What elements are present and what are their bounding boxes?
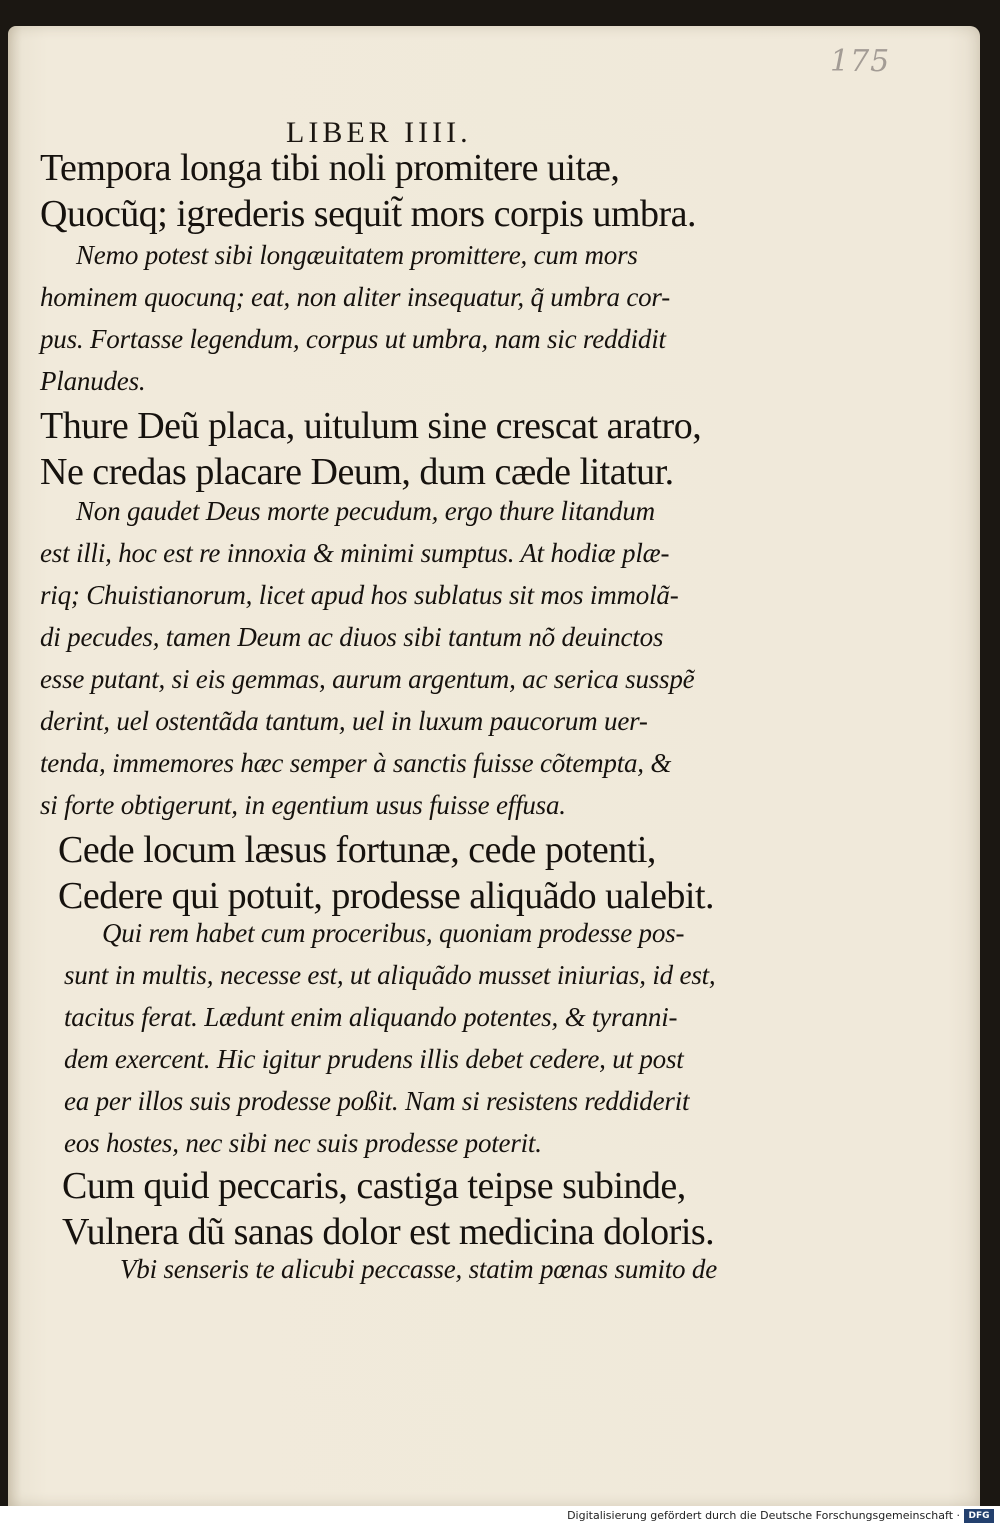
commentary-line: derint, uel ostentãda tantum, uel in luxum paucorum uer- xyxy=(40,706,648,736)
commentary-line: esse putant, si eis gemmas, aurum argentum, ac serica susspẽ xyxy=(40,664,695,694)
commentary-line: pus. Fortasse legendum, corpus ut umbra, nam sic reddidit xyxy=(40,324,666,354)
verse-line: Vulnera dũ sanas dolor est medicina doloris. xyxy=(62,1211,715,1253)
commentary-line: hominem quocunq; eat, non aliter insequatur, q̃ umbra cor- xyxy=(40,282,670,312)
commentary-line: ea per illos suis prodesse poßit. Nam si resistens reddiderit xyxy=(64,1086,690,1116)
commentary-line: eos hostes, nec sibi nec suis prodesse poterit. xyxy=(64,1128,542,1158)
commentary-line: dem exercent. Hic igitur prudens illis debet cedere, ut post xyxy=(64,1044,684,1074)
verse-line: Ne credas placare Deum, dum cæde litatur. xyxy=(40,451,674,493)
commentary-line: Qui rem habet cum proceribus, quoniam prodesse pos- xyxy=(102,918,685,948)
folio-number: 175 xyxy=(830,44,891,79)
commentary-line: Non gaudet Deus morte pecudum, ergo thure litandum xyxy=(76,496,655,526)
commentary-line: riq; Chuistianorum, licet apud hos sublatus sit mos immolã- xyxy=(40,580,679,610)
verse-line: Cum quid peccaris, castiga teipse subinde, xyxy=(62,1165,686,1207)
book-page xyxy=(8,26,980,1506)
dfg-logo: DFG xyxy=(964,1509,994,1523)
commentary-line: di pecudes, tamen Deum ac diuos sibi tantum nõ deuinctos xyxy=(40,622,664,652)
commentary-line: Vbi senseris te alicubi peccasse, statim pœnas sumito de xyxy=(120,1254,717,1284)
commentary-line: tacitus ferat. Lædunt enim aliquando potentes, & tyranni- xyxy=(64,1002,678,1032)
verse-line: Cede locum læsus fortunæ, cede potenti, xyxy=(58,829,656,871)
digitization-footer xyxy=(0,1506,1000,1527)
commentary-line: tenda, immemores hæc semper à sanctis fuisse cõtempta, & xyxy=(40,748,672,778)
commentary-line: sunt in multis, necesse est, ut aliquãdo musset iniurias, id est, xyxy=(64,960,716,990)
commentary-line: est illi, hoc est re innoxia & minimi sumptus. At hodiæ plæ- xyxy=(40,538,670,568)
commentary-line: si forte obtigerunt, in egentium usus fuisse effusa. xyxy=(40,790,566,820)
verse-line: Cedere qui potuit, prodesse aliquãdo ualebit. xyxy=(58,875,715,917)
running-head: LIBER IIII. xyxy=(286,116,472,149)
verse-line: Thure Deũ placa, uitulum sine crescat aratro, xyxy=(40,405,702,447)
funding-credit: Digitalisierung gefördert durch die Deutsche Forschungsgemeinschaft · xyxy=(567,1509,960,1522)
commentary-line: Planudes. xyxy=(40,366,146,396)
commentary-line: Nemo potest sibi longæuitatem promittere, cum mors xyxy=(76,240,638,270)
verse-line: Quocũq; igrederis sequit̃ mors corpis umbra. xyxy=(40,193,697,235)
verse-line: Tempora longa tibi noli promitere uitæ, xyxy=(40,147,620,189)
